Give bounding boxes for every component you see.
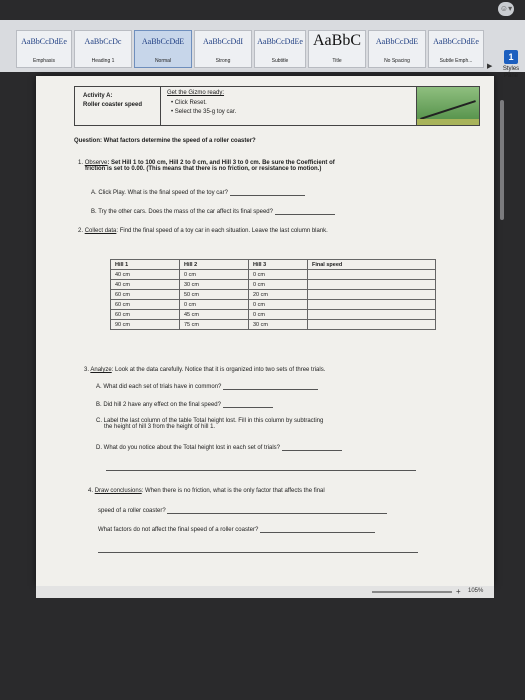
draw-conclusions-label: Draw conclusions xyxy=(94,488,142,494)
style-name: No Spacing xyxy=(384,58,410,64)
cell[interactable]: 30 cm xyxy=(180,280,249,290)
bullet-1-text: Click Reset. xyxy=(174,100,207,106)
header-hill-1: Hill 1 xyxy=(111,260,180,270)
zoom-in-icon[interactable]: + xyxy=(456,587,461,596)
gizmo-track xyxy=(420,100,476,120)
cell[interactable]: 45 cm xyxy=(180,310,249,320)
final-speed-cell[interactable] xyxy=(308,320,436,330)
item-1-number: 1. xyxy=(78,160,84,166)
item-4-line-2 xyxy=(98,507,387,514)
cell[interactable]: 0 cm xyxy=(249,310,308,320)
cell[interactable]: 0 cm xyxy=(249,270,308,280)
item-3c xyxy=(96,418,456,430)
item-3d-answer-line[interactable] xyxy=(282,444,342,451)
header-hill-2: Hill 2 xyxy=(180,260,249,270)
cell[interactable]: 0 cm xyxy=(249,280,308,290)
zoom-slider[interactable] xyxy=(372,591,452,593)
cell[interactable]: 75 cm xyxy=(180,320,249,330)
activity-box xyxy=(74,86,480,126)
style-normal[interactable] xyxy=(134,30,192,68)
styles-pane-label-1: Styles xyxy=(502,66,520,72)
ribbon-styles-gallery xyxy=(0,20,525,79)
item-3d-answer-line-2[interactable] xyxy=(106,470,416,471)
cell[interactable]: 0 cm xyxy=(180,300,249,310)
cell[interactable]: 60 cm xyxy=(111,300,180,310)
analyze-label: Analyze xyxy=(90,367,112,373)
bullet-2-text: Select the 35-g toy car. xyxy=(174,109,237,115)
final-speed-cell[interactable] xyxy=(308,270,436,280)
styles-pane-label-2: Pane xyxy=(503,73,518,79)
item-3d-text: D. What do you notice about the Total height lost in each set of trials? xyxy=(96,445,280,451)
item-3a-text: A. What did each set of trials have in common? xyxy=(96,384,222,390)
final-speed-cell[interactable] xyxy=(308,310,436,320)
table-row xyxy=(111,310,436,320)
cell[interactable]: 60 cm xyxy=(111,310,180,320)
item-1b xyxy=(91,208,335,215)
activity-label-cell xyxy=(75,87,161,125)
data-table xyxy=(110,259,436,330)
item-3-text: : Look at the data carefully. Notice that it is organized into two sets of three trials. xyxy=(111,367,326,373)
item-1-text: : Set Hill 1 to 100 cm, Hill 2 to 0 cm, and Hill 3 to 0 cm. Be sure the Coefficient of xyxy=(107,160,335,166)
item-3b xyxy=(96,401,273,408)
zoom-level: 105% xyxy=(468,588,484,594)
style-sample: AaBbCcDdEe xyxy=(433,37,479,46)
cell[interactable]: 20 cm xyxy=(249,290,308,300)
item-3a-answer-line[interactable] xyxy=(223,383,318,390)
item-4 xyxy=(88,488,325,494)
account-icon[interactable]: ☺▾ xyxy=(498,2,514,16)
bullet-1: • Click Reset. xyxy=(171,100,207,106)
style-name: Title xyxy=(332,58,342,64)
item-3b-text: B. Did hill 2 have any effect on the final speed? xyxy=(96,402,221,408)
vertical-scrollbar[interactable] xyxy=(500,100,504,220)
item-4-text: : When there is no friction, what is the only factor that affects the final xyxy=(141,488,325,494)
cell[interactable]: 30 cm xyxy=(249,320,308,330)
item-2-text: : Find the final speed of a toy car in each situation. Leave the last column blank. xyxy=(116,228,328,234)
gizmo-ruler xyxy=(417,119,479,125)
item-1b-answer-line[interactable] xyxy=(275,208,335,215)
style-sample: AaBbCcDdE xyxy=(141,37,185,46)
document-page[interactable] xyxy=(36,76,494,586)
item-4-q2-text: What factors do not affect the final speed of a roller coaster? xyxy=(98,527,259,533)
item-4-number: 4. xyxy=(88,488,94,494)
item-1 xyxy=(78,160,478,172)
item-3c-text-1: C. Label the last column of the table Total height lost. Fill in this column by subtracting xyxy=(96,418,324,424)
table-row xyxy=(111,320,436,330)
style-name: Subtle Emph... xyxy=(439,58,473,64)
item-3b-answer-line[interactable] xyxy=(223,401,273,408)
table-header-row xyxy=(111,260,436,270)
style-sample: AaBbCcDdI xyxy=(203,37,243,46)
item-4-q2 xyxy=(98,526,375,533)
final-speed-cell[interactable] xyxy=(308,280,436,290)
cell[interactable]: 0 cm xyxy=(180,270,249,280)
item-3-number: 3. xyxy=(84,367,90,373)
style-sample: AaBbCcDdEe xyxy=(257,37,303,46)
item-1b-text: B. Try the other cars. Does the mass of the car affect its final speed? xyxy=(91,209,273,215)
table-row xyxy=(111,300,436,310)
cell[interactable]: 90 cm xyxy=(111,320,180,330)
item-3d xyxy=(96,444,342,451)
item-4-answer-line-2[interactable] xyxy=(260,526,375,533)
cell[interactable]: 50 cm xyxy=(180,290,249,300)
status-bar xyxy=(36,586,494,598)
collect-data-label: Collect data xyxy=(84,228,117,234)
style-subtitle[interactable] xyxy=(254,30,306,68)
gizmo-thumbnail-image xyxy=(416,87,479,125)
style-sample: AaBbCcDc xyxy=(84,37,122,46)
style-sample: AaBbC xyxy=(313,32,361,49)
style-subtle-emph[interactable] xyxy=(428,30,484,68)
final-speed-cell[interactable] xyxy=(308,290,436,300)
item-1a xyxy=(91,189,305,196)
style-sample: AaBbCcDdE xyxy=(375,37,419,46)
style-emphasis[interactable] xyxy=(16,30,72,68)
item-3a xyxy=(96,383,318,390)
styles-pane-button[interactable] xyxy=(497,50,525,86)
item-1-text-2: friction is set to 0.00. (This means that there is no friction, or resistance to motion.) xyxy=(85,166,322,172)
style-name: Emphasis xyxy=(33,58,55,64)
cell[interactable]: 0 cm xyxy=(249,300,308,310)
header-final-speed: Final speed xyxy=(308,260,436,270)
item-4-answer-line-1[interactable] xyxy=(167,507,387,514)
style-name: Normal xyxy=(154,58,172,64)
get-ready-heading: Get the Gizmo ready: xyxy=(167,90,225,96)
item-3c-text-2: the height of hill 3 from the height of hill 1. xyxy=(104,424,216,430)
item-4-answer-line-3[interactable] xyxy=(98,552,418,553)
header-hill-3: Hill 3 xyxy=(249,260,308,270)
style-sample: AaBbCcDdEe xyxy=(21,37,67,46)
styles-pane-icon: 1 xyxy=(504,50,518,64)
observe-label: Observe xyxy=(84,160,108,166)
style-name: Subtitle xyxy=(271,58,289,64)
final-speed-cell[interactable] xyxy=(308,300,436,310)
gallery-more-arrow-icon[interactable]: ▶ xyxy=(487,63,493,70)
activity-title: Activity A: xyxy=(83,93,113,99)
item-2 xyxy=(78,228,328,234)
question-heading: Question: What factors determine the speed of a roller coaster? xyxy=(74,138,256,144)
item-3 xyxy=(84,367,325,373)
style-title[interactable] xyxy=(308,30,366,68)
activity-subtitle: Roller coaster speed xyxy=(83,102,143,108)
table-row xyxy=(111,290,436,300)
bullet-2: • Select the 35-g toy car. xyxy=(171,109,237,115)
item-1a-answer-line[interactable] xyxy=(230,189,305,196)
cell[interactable]: 40 cm xyxy=(111,280,180,290)
cell[interactable]: 40 cm xyxy=(111,270,180,280)
style-name: Heading 1 xyxy=(91,58,115,64)
cell[interactable]: 60 cm xyxy=(111,290,180,300)
style-heading-1[interactable] xyxy=(74,30,132,68)
style-no-spacing[interactable] xyxy=(368,30,426,68)
style-name: Strong xyxy=(215,58,231,64)
item-4-text-2: speed of a roller coaster? xyxy=(98,508,166,514)
item-2-number: 2. xyxy=(78,228,84,234)
table-row xyxy=(111,270,436,280)
styles-gallery xyxy=(16,30,496,68)
style-strong[interactable] xyxy=(194,30,252,68)
item-1a-text: A. Click Play. What is the final speed of the toy car? xyxy=(91,190,228,196)
table-row xyxy=(111,280,436,290)
